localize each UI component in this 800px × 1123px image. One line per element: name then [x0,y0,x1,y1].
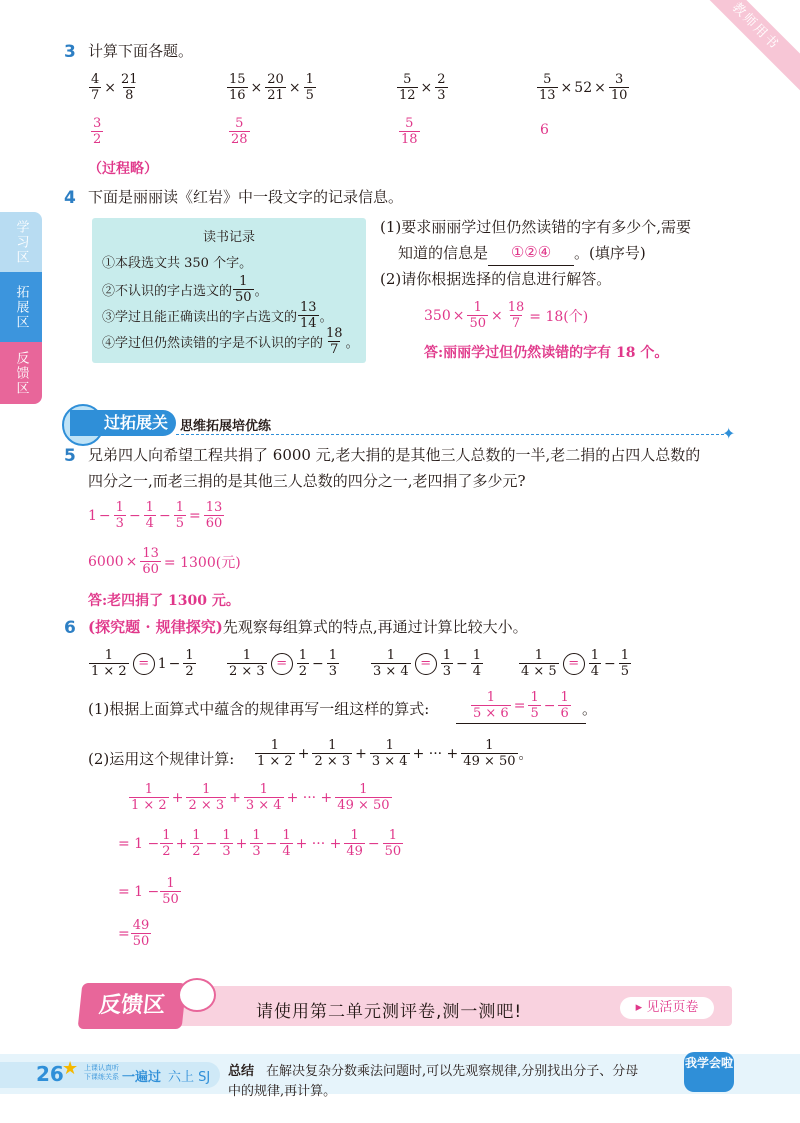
section-subtitle: 思维拓展培优练 [180,419,272,434]
q4-calculation: 350 × $\frac{1}{50}$ × $\frac{18}{7}$ = 18(个) [424,300,589,331]
q6-sub1: (1)根据上面算式中蕴含的规律再写一组这样的算式: [88,700,430,718]
play-icon: ▸ [635,1000,647,1015]
section-banner: 过拓展关 [70,410,176,436]
feedback-tag: 反馈区 [78,983,187,1029]
q6-sub2: (2)运用这个规律计算: [88,750,235,768]
q4-sub1-answer: ①②④ [488,242,574,266]
q4-sub1-line2: 知道的信息是 ①②④ 。(填序号) [398,240,646,266]
q6-sub1-answer: $\frac{1}{5 \times 6}$ = $\frac{1}{5}$ − $\frac{1}{6}$ [456,690,586,724]
q5-answer: 答:老四捐了 1300 元。 [88,593,240,609]
q4-sub1-line1: (1)要求丽丽学过但仍然读错的字有多少个,需要 [380,218,692,236]
q6-sub1-end: 。 [582,700,598,718]
see-sheet-label: 见活页卷 [646,1000,699,1015]
q3-problem-1: $\frac{4}{7}$ × $\frac{21}{8}$ [91,72,138,103]
q6-work-line-1: $\frac{1}{1 \times 2}$ + $\frac{1}{2 \times 3}$ + $\frac{1}{3 \times 4}$ + ··· + $\frac{1}{49 \times 50}$ [131,782,390,813]
q3-answer-2: $\frac{5}{28}$ [231,116,248,147]
q3-process-note: （过程略） [88,161,158,177]
record-title: 读书记录 [202,230,255,245]
q3-problem-4: $\frac{5}{13}$ × 52 × $\frac{3}{10}$ [539,72,628,103]
q5-step-1: 1 − $\frac{1}{3}$ − $\frac{1}{4}$ − $\frac{1}{5}$ = $\frac{13}{60}$ [88,500,223,531]
summary-line-1: 在解决复杂分数乘法问题时,可以先观察规律,分别找出分子、分母 [266,1064,639,1079]
banner-divider [176,434,724,435]
record-item-1: ①本段选文共 350 个字。 [102,256,253,271]
q3-answer-3: $\frac{5}{18}$ [401,116,418,147]
star-icon: ★ [62,1058,79,1079]
q6-tag: (探究题 · 规律探究) [88,618,223,636]
reading-record-box [92,218,366,363]
side-tab-feedback[interactable] [0,342,42,404]
q6-group-4: $\frac{1}{4 \times 5}$ = $\frac{1}{4}$ − $\frac{1}{5}$ [521,648,629,679]
learned-badge: 我学会啦 [684,1052,734,1092]
q6-group-3: $\frac{1}{3 \times 4}$ = $\frac{1}{3}$ − $\frac{1}{4}$ [373,648,481,679]
q6-work-line-3: = 1 − $\frac{1}{50}$ [118,876,179,907]
q6-group-1: $\frac{1}{1 \times 2}$ = 1 − $\frac{1}{2}$ [91,648,194,679]
q3-answer-4: 6 [540,122,549,138]
q3-answer-1: $\frac{3}{2}$ [93,116,102,147]
teacher-edition-ribbon: 教师用书 [686,0,800,96]
question-number: 4 [64,188,76,208]
see-sheet-button[interactable] [620,997,714,1019]
q6-work-line-2: = 1 − $\frac{1}{2}$ + $\frac{1}{2}$ − $\frac{1}{3}$ + $\frac{1}{3}$ − $\frac{1}{4}$ + ··· + $\frac{1}{49}$ − $\frac{1}{50}$ [118,828,402,859]
q3-problem-2: $\frac{15}{16}$ × $\frac{20}{21}$ × $\frac{1}{5}$ [229,72,314,103]
q5-text-line1: 兄弟四人向希望工程共捐了 6000 元,老大捐的是其他三人总数的一半,老二捐的占四人总数的 [88,446,701,464]
star-icon: ✦ [722,424,736,443]
brand-name: 一遍过 [122,1070,162,1085]
q4-answer: 答:丽丽学过但仍然读错的字有 18 个。 [424,345,669,361]
side-tab-label: 学习区 [13,219,29,265]
brand-slogan: 上课认真听 下课练关系 [84,1064,119,1081]
q3-problem-3: $\frac{5}{12}$ × $\frac{2}{3}$ [399,72,446,103]
question-title: 计算下面各题。 [88,42,194,60]
side-tab-label: 拓展区 [13,284,29,330]
record-item-3: ③学过且能正确读出的字占选文的 $\frac{13}{14}$ 。 [102,300,333,331]
q6-work-line-4: = $\frac{49}{50}$ [118,918,150,949]
side-tab-label: 反馈区 [13,350,29,396]
side-tab-expand[interactable] [0,272,42,342]
q4-sub2: (2)请你根据选择的信息进行解答。 [380,270,612,288]
record-item-2: ②不认识的字占选文的 $\frac{1}{50}$ 。 [102,274,268,305]
side-tab-study[interactable] [0,212,42,272]
q5-step-2: 6000 × $\frac{13}{60}$ = 1300(元) [88,546,241,577]
q5-text-line2: 四分之一,而老三捐的是其他三人总数的四分之一,老四捐了多少元? [88,472,526,490]
question-number: 3 [64,42,76,62]
q6-sub2-expression: $\frac{1}{1 \times 2}$ + $\frac{1}{2 \times 3}$ + $\frac{1}{3 \times 4}$ + ··· + $\frac{1}{49 \times 50}$ 。 [257,738,533,769]
q6-title: (探究题 · 规律探究) 先观察每组算式的特点,再通过计算比较大小。 [88,614,528,640]
q6-group-2: $\frac{1}{2 \times 3}$ = $\frac{1}{2}$ − $\frac{1}{3}$ [229,648,337,679]
summary-label: 总结 [228,1064,255,1079]
question-title: 下面是丽丽读《红岩》中一段文字的记录信息。 [88,188,404,206]
summary-line-2: 中的规律,再计算。 [228,1084,337,1099]
page-number: 26 [36,1062,64,1086]
question-number: 5 [64,446,76,466]
question-number: 6 [64,618,76,638]
grade-label: 六上 SJ [168,1070,211,1085]
mascot-icon [178,978,216,1012]
record-item-4: ④学过但仍然读错的字是不认识的字的 $\frac{18}{7}$ 。 [102,326,359,357]
feedback-text: 请使用第二单元测评卷,测一测吧! [256,1002,523,1022]
